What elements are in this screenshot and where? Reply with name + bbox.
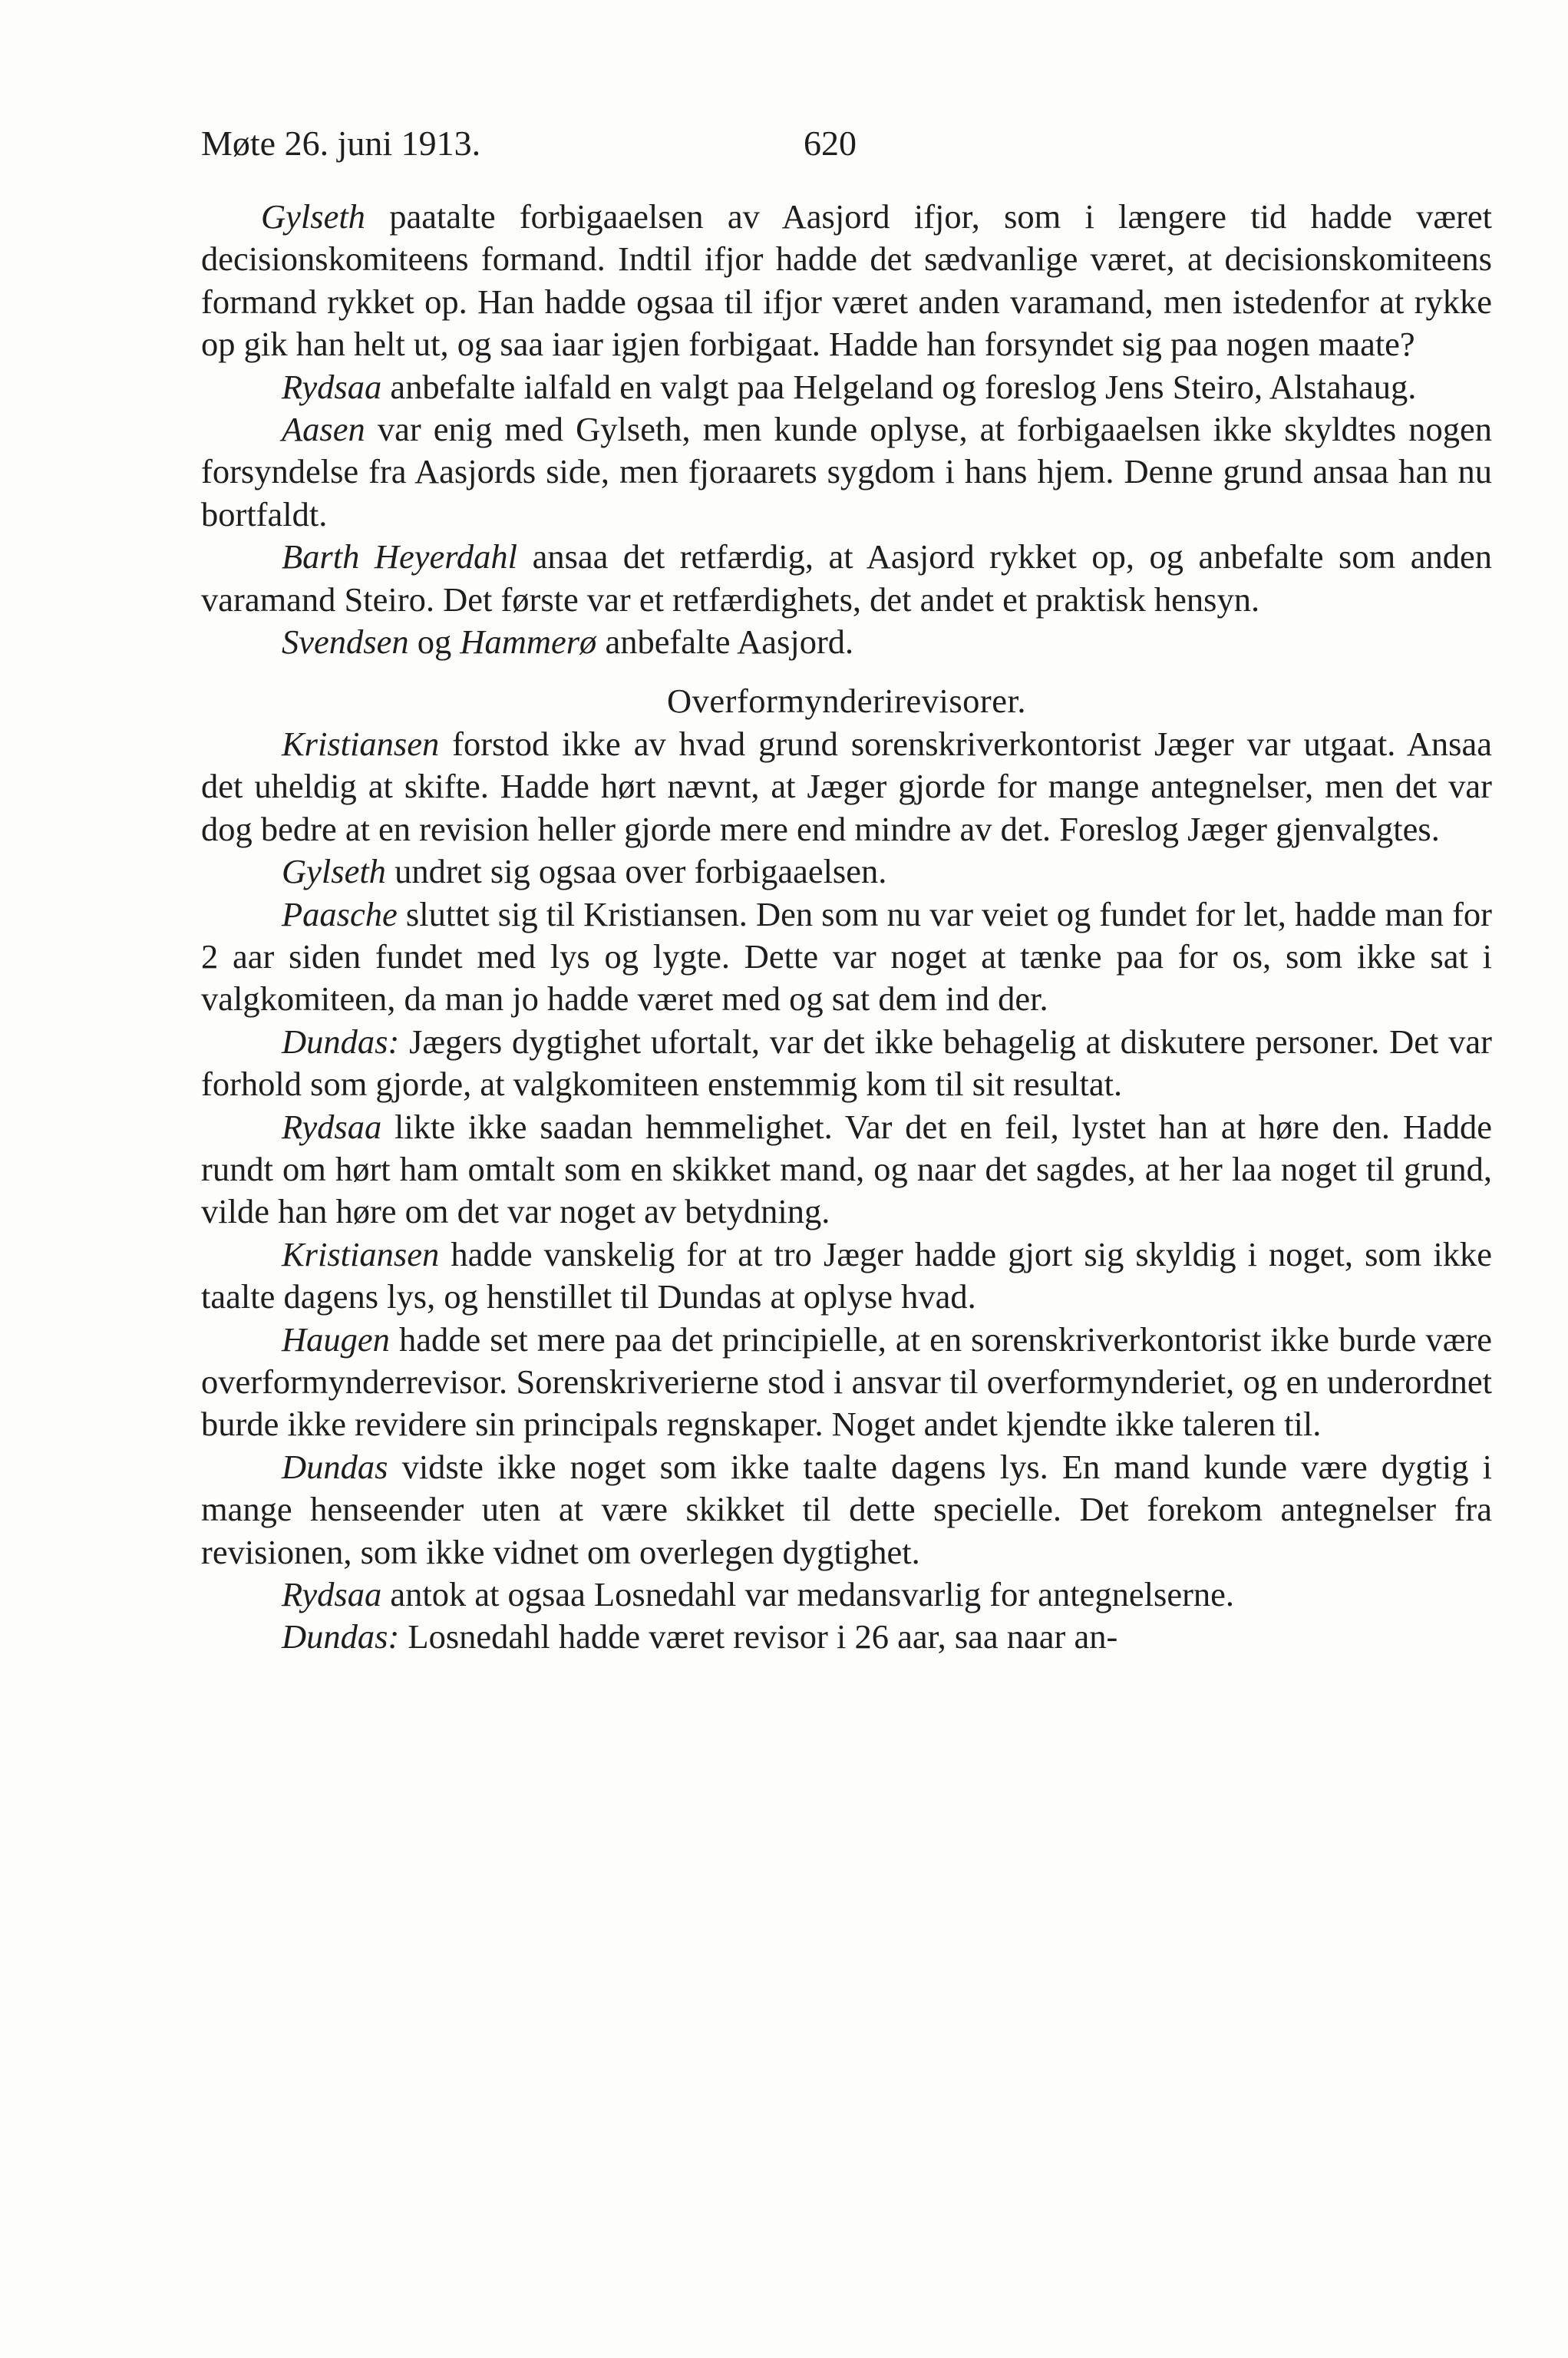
paragraph — [201, 1446, 1492, 1574]
paragraph — [201, 1574, 1492, 1616]
speaker-name: Dundas: — [282, 1617, 400, 1656]
meeting-date: Møte 26. juni 1913. — [201, 124, 481, 163]
paragraph — [201, 1319, 1492, 1446]
paragraph — [201, 1616, 1492, 1658]
page-header — [201, 117, 1490, 170]
paragraph — [201, 893, 1492, 1021]
paragraph — [201, 196, 1492, 366]
speaker-name: Paasche — [282, 894, 398, 933]
paragraph-text: ansaa det retfærdig, at Aasjord rykket op, og anbefalte som anden varamand Steiro. Det første var et retfærdighets, det andet et praktisk hensyn. — [201, 537, 1492, 619]
paragraph-text: paatalte forbigaaelsen av Aasjord ifjor, som i længere tid hadde været decisionskomiteens formand. Indtil ifjor hadde det sædvanlige været, at decisionskomiteens formand rykket op. Han hadde ogsaa til ifjor været anden varamand, men istedenfor at rykke op gik han helt ut, og saa iaar igjen forbigaat. Hadde han forsyndet sig paa nogen maate? — [201, 197, 1492, 364]
paragraph — [201, 536, 1492, 621]
speaker-name: Dundas: — [282, 1022, 400, 1061]
paragraph-text: undret sig ogsaa over forbigaaelsen. — [385, 852, 887, 891]
page-body — [201, 196, 1492, 1659]
paragraph-text: og — [408, 623, 460, 662]
paragraph-text: antok at ogsaa Losnedahl var medansvarlig for antegnelserne. — [381, 1575, 1235, 1613]
paragraph-text: hadde vanskelig for at tro Jæger hadde gjort sig skyldig i noget, som ikke taalte dagens lys, og henstillet til Dundas at oplyse hvad. — [201, 1234, 1492, 1316]
paragraph-text: vidste ikke noget som ikke taalte dagens lys. En mand kunde være dygtig i mange henseender uten at være skikket til dette specielle. Det forekom antegnelser fra revisionen, som ikke vidnet om overlegen dygtighet. — [201, 1447, 1492, 1571]
paragraph-text: Losnedahl hadde været revisor i 26 aar, saa naar an- — [399, 1617, 1118, 1656]
speaker-name: Aasen — [282, 410, 365, 449]
paragraph — [201, 408, 1492, 536]
paragraph — [201, 621, 1492, 663]
section-heading: Overformynderirevisorer. — [667, 682, 1026, 721]
speaker-name: Gylseth — [282, 852, 386, 891]
speaker-name: Dundas — [282, 1447, 388, 1486]
paragraph-text: Jægers dygtighet ufortalt, var det ikke behagelig at diskutere personer. Det var forhold som gjorde, at valgkomiteen enstemmig kom til sit resultat. — [201, 1022, 1492, 1104]
speaker-name: Rydsaa — [282, 1107, 382, 1146]
paragraph — [201, 1021, 1492, 1106]
speaker-name: Haugen — [282, 1319, 390, 1359]
paragraph-text: anbefalte Aasjord. — [596, 623, 854, 662]
speaker-name: Kristiansen — [282, 1234, 440, 1273]
speaker-name: Barth Heyerdahl — [282, 537, 518, 576]
paragraph-text: sluttet sig til Kristiansen. Den som nu var veiet og fundet for let, hadde man for 2 aar siden fundet med lys og lygte. Dette var noget at tænke paa for os, som ikke sat i valgkomiteen, da man jo hadde været med og sat dem ind der. — [201, 894, 1492, 1019]
paragraph — [201, 723, 1492, 850]
speaker-name: Rydsaa — [282, 1575, 382, 1613]
page-number: 620 — [804, 124, 857, 163]
paragraph — [201, 1106, 1492, 1233]
paragraph — [201, 366, 1492, 408]
speaker-name: Kristiansen — [282, 724, 440, 763]
paragraph — [201, 850, 1492, 893]
speaker-name: Svendsen — [282, 623, 409, 662]
paragraph-text: var enig med Gylseth, men kunde oplyse, at forbigaaelsen ikke skyldtes nogen forsyndelse fra Aasjords side, men fjoraarets sygdom i hans hjem. Denne grund ansaa han nu bortfaldt. — [201, 410, 1492, 533]
speaker-name: Rydsaa — [282, 367, 382, 406]
paragraph-text: likte ikke saadan hemmelighet. Var det en feil, lystet han at høre den. Hadde rundt om hørt ham omtalt som en skikket mand, og naar det sagdes, at her laa noget til grund, vilde han høre om det var noget av betydning. — [201, 1107, 1492, 1231]
paragraph-text: forstod ikke av hvad grund sorenskriverkontorist Jæger var utgaat. Ansaa det uheldig at skifte. Hadde hørt nævnt, at Jæger gjorde for mange antegnelser, men det var dog bedre at en revision heller gjorde mere end mindre av det. Foreslog Jæger gjenvalgtes. — [201, 724, 1492, 848]
speaker-name: Hammerø — [460, 623, 597, 662]
paragraph — [201, 1233, 1492, 1319]
paragraph-text: anbefalte ialfald en valgt paa Helgeland og foreslog Jens Steiro, Alstahaug. — [381, 367, 1417, 406]
speaker-name: Gylseth — [261, 197, 365, 236]
paragraph-text: hadde set mere paa det principielle, at en sorenskriverkontorist ikke burde være overformynderrevisor. Sorenskriverierne stod i ansvar til overformynderiet, og en underordnet burde ikke revidere sin principals regnskaper. Noget andet kjendte ikke taleren til. — [201, 1319, 1492, 1444]
